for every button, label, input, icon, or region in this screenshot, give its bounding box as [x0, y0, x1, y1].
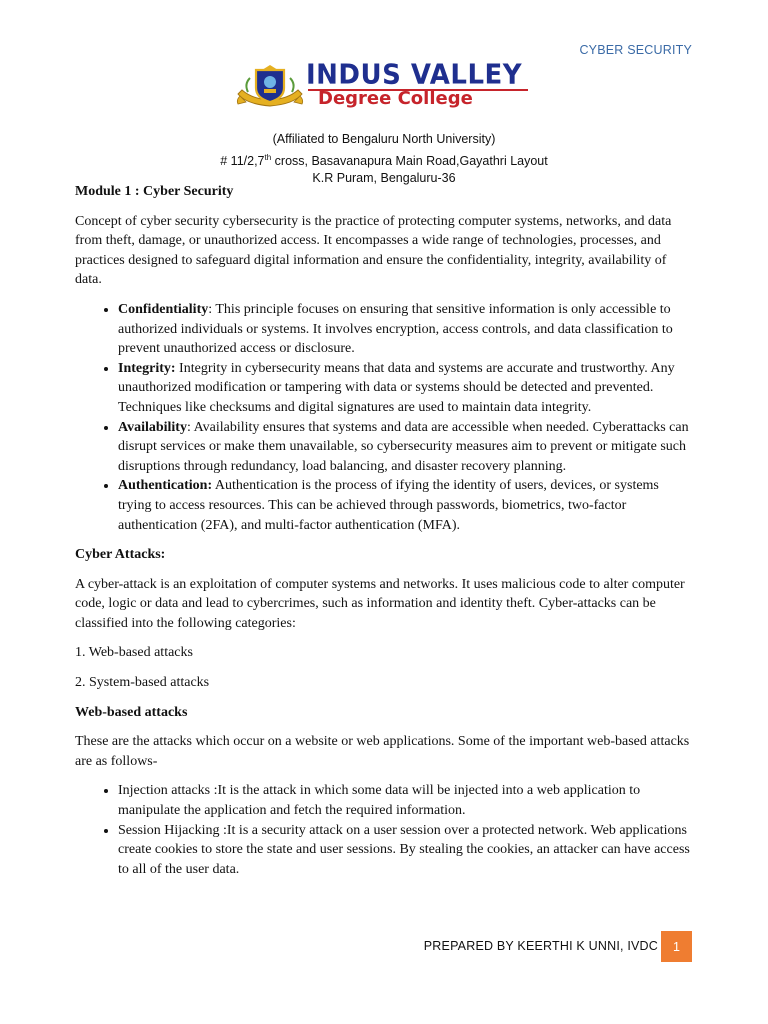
footer-credit: PREPARED BY KEERTHI K UNNI, IVDC — [423, 939, 658, 953]
web-attacks-heading: Web-based attacks — [75, 704, 188, 720]
principles-list — [75, 300, 695, 535]
cyber-attacks-heading: Cyber Attacks: — [75, 547, 166, 563]
list-item: • Injection attacks :It is the attack in which some data will be injected into a web application to manipulate the application and fetch the required information. — [118, 781, 695, 820]
principle-text: Authentication is the process of ifying the identity of users, devices, or systems trying to access resources. This can be achieved through passwords, biometrics, two-factor authentication (2FA), and multi-factor authentication (MFA). — [118, 478, 659, 533]
principle-text: Integrity in cybersecurity means that data and systems are accurate and trustworthy. Any unauthorized modification or tampering with data or systems should be detected and prevented. Techniques like checksums and digital signatures are used to maintain data integrity. — [118, 360, 675, 415]
address-line-2-pre: # 11/2,7 — [220, 153, 265, 168]
address-line-3: K.R Puram, Bengaluru-36 — [312, 171, 456, 186]
header-tag: CYBER SECURITY — [579, 43, 692, 57]
principle-text: This principle focuses on ensuring that sensitive information is only accessible to authorized individuals or systems. It involves encryption, access controls, and data classification to prevent unauthorized access or disclosure. — [118, 301, 673, 357]
web-attacks-paragraph: These are the attacks which occur on a website or web applications. Some of the important web-based attacks are as follows- — [75, 734, 690, 769]
logo-title: INDUS VALLEY — [306, 59, 523, 91]
list-item — [118, 359, 695, 418]
principle-term: Authentication: — [118, 478, 213, 494]
address-line-2-sup: th — [264, 152, 272, 162]
principle-term: Confidentiality — [118, 301, 209, 317]
category-item: 1. Web-based attacks — [75, 645, 193, 661]
list-item — [118, 476, 695, 535]
page-footer — [0, 931, 768, 962]
page-number-badge: 1 — [661, 931, 692, 962]
intro-paragraph: Concept of cyber security cybersecurity is the practice of protecting computer systems, networks, and data from theft, damage, or unauthorized access. It encompasses a wide range of technologies, processes, and practices designed to safeguard digital information and ensure the confidentiality, integrity, availability of data. — [75, 213, 672, 288]
list-item — [118, 300, 695, 359]
module-heading: Module 1 : Cyber Security — [75, 184, 234, 199]
document-body — [75, 182, 695, 889]
principle-sep: : — [186, 419, 194, 435]
cyber-attacks-paragraph: A cyber-attack is an exploitation of computer systems and networks. It uses malicious code to alter computer code, logic or data and lead to cybercrimes, such as information and identity theft. Cyber-attacks can be classified into the following categories: — [75, 576, 685, 631]
list-item: • Session Hijacking :It is a security attack on a user session over a protected network. Web applications create cookies to store the state and user sessions. By stealing the cookies, an attacker can have access to all of the user data. — [118, 821, 695, 880]
college-address — [0, 131, 768, 188]
address-line-2-post: cross, Basavanapura Main Road,Gayathri Layout — [271, 153, 548, 168]
list-item — [118, 418, 695, 477]
principle-term: Availability — [118, 419, 187, 435]
principle-term: Integrity: — [118, 360, 176, 376]
principle-sep: : — [208, 301, 216, 317]
web-attacks-list — [75, 781, 695, 879]
principle-text: Availability ensures that systems and data are accessible when needed. Cyberattacks can disrupt services or make them unavailable, so cybersecurity measures aim to prevent or mitigate such disruptions through redundancy, load balancing, and disaster recovery planning. — [118, 419, 689, 474]
address-line-1: (Affiliated to Bengaluru North University) — [272, 132, 496, 146]
college-logo — [236, 59, 532, 112]
address-line-2 — [0, 149, 768, 171]
logo-subtitle: Degree College — [318, 88, 473, 109]
college-emblem-icon — [236, 64, 304, 110]
category-item: 2. System-based attacks — [75, 675, 210, 691]
